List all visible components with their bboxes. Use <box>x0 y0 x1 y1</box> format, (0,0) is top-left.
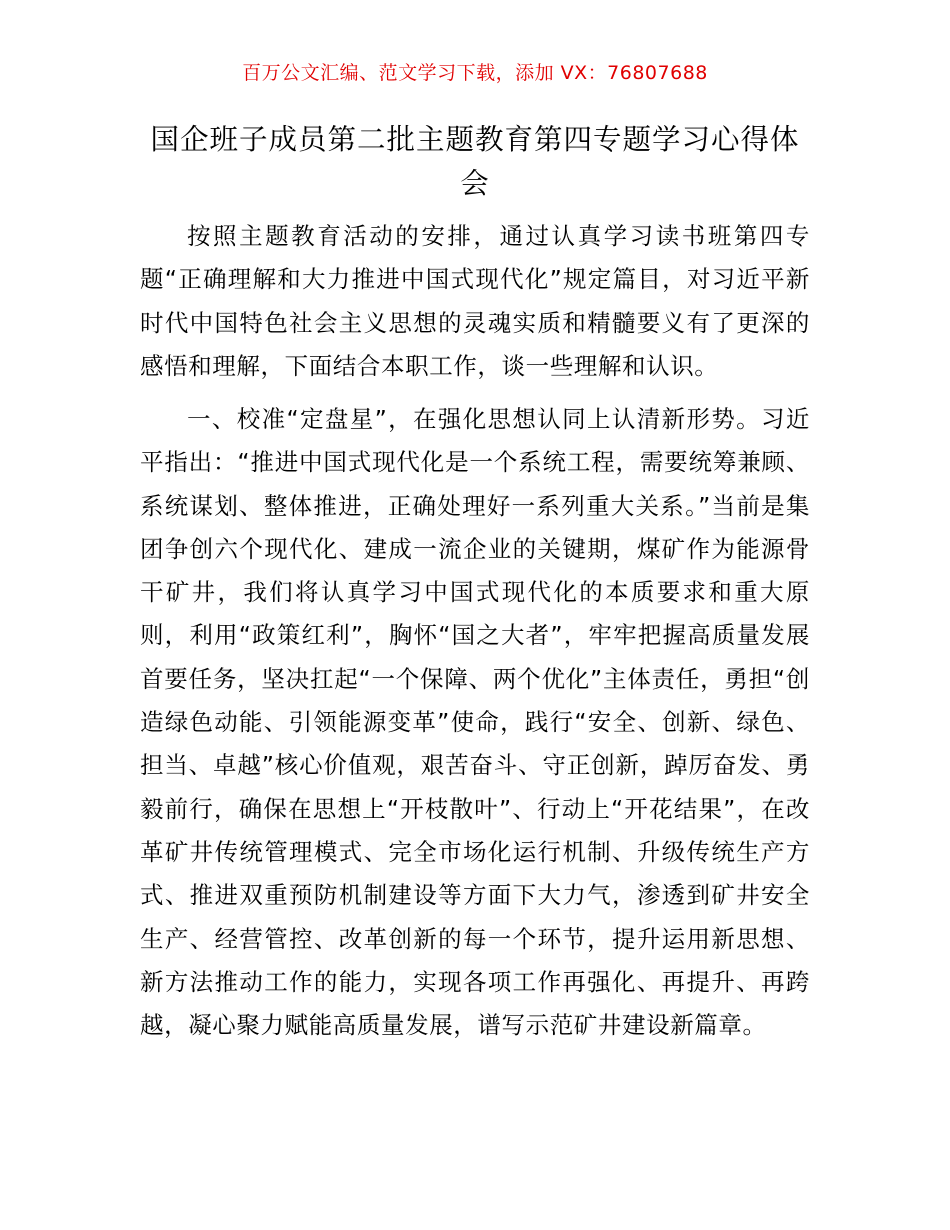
document-title: 国企班子成员第二批主题教育第四专题学习心得体会 <box>150 123 800 200</box>
header-promo-note: 百万公文汇编、范文学习下载，添加 VX：76807688 <box>242 62 708 84</box>
paragraph-section-one: 一、校准“定盘星”，在强化思想认同上认清新形势。习近平指出：“推进中国式现代化是一个系统工程，需要统筹兼顾、系统谋划、整体推进，正确处理好一系列重大关系。”当前是集团争创六个现代化、建成一流企业的关键期，煤矿作为能源骨干矿井，我们将认真学习中国式现代化的本质要求和重大原则，利用“政策红利”，胸怀“国之大者”，牢牢把握高质量发展首要任务，坚决扛起“一个保障、两个优化”主体责任，勇担“创造绿色动能、引领能源变革”使命，践行“安全、创新、绿色、担当、卓越”核心价值观，艰苦奋斗、守正创新，踔厉奋发、勇毅前行，确保在思想上“开枝散叶”、行动上“开花结果”，在改革矿井传统管理模式、完全市场化运行机制、升级传统生产方式、推进双重预防机制建设等方面下大力气，渗透到矿井安全生产、经营管控、改革创新的每一个环节，提升运用新思想、新方法推动工作的能力，实现各项工作再强化、再提升、再跨越，凝心聚力赋能高质量发展，谱写示范矿井建设新篇章。 <box>140 405 810 1040</box>
paragraph-intro: 按照主题教育活动的安排，通过认真学习读书班第四专题“正确理解和大力推进中国式现代化”规定篇目，对习近平新时代中国特色社会主义思想的灵魂实质和精髓要义有了更深的感悟和理解，下面结合本职工作，谈一些理解和认识。 <box>140 222 810 380</box>
